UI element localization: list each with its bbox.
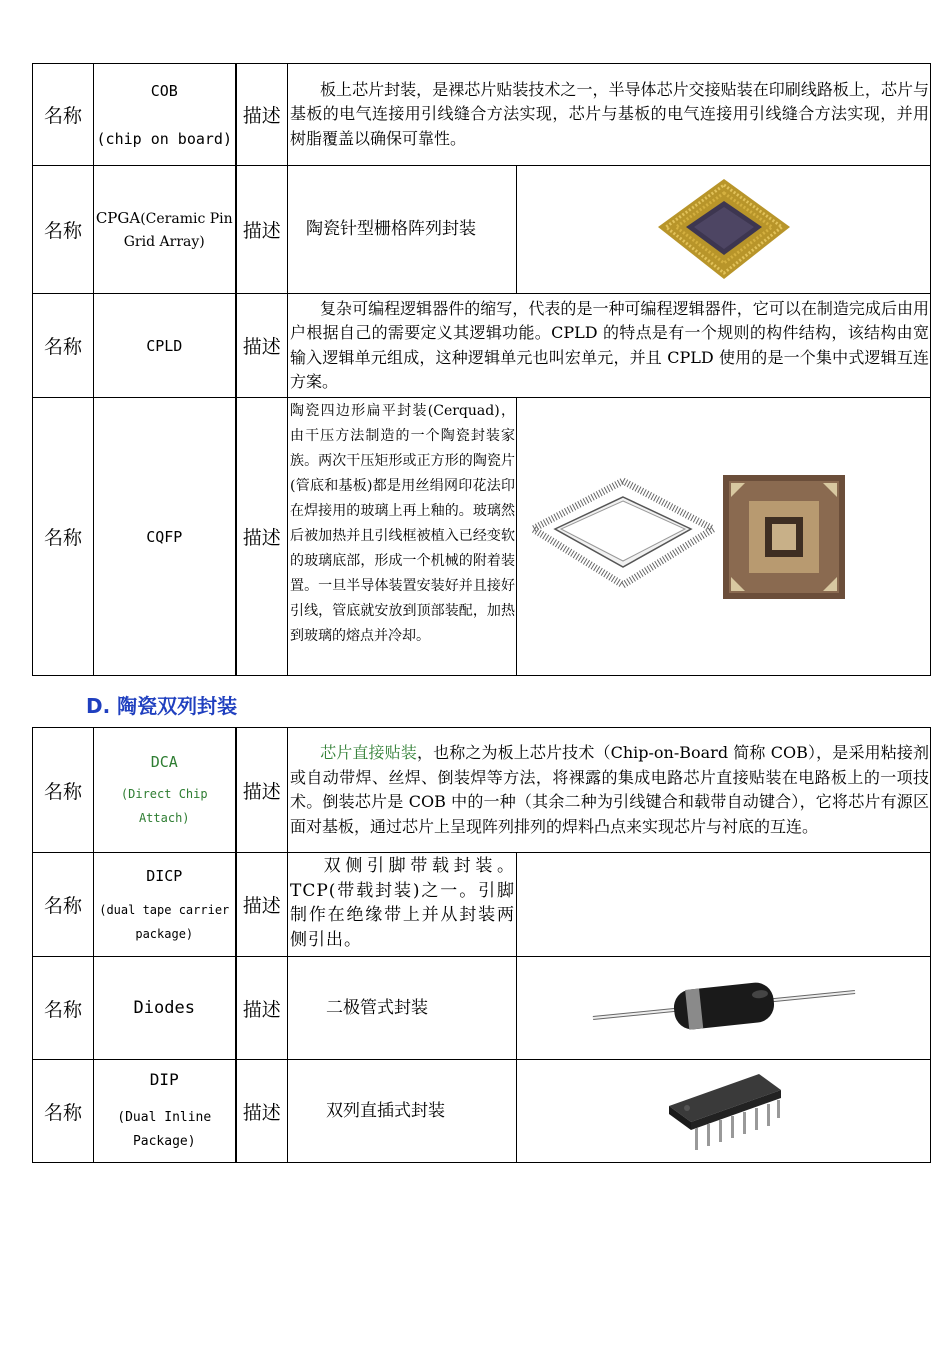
description-text: ，也称之为板上芯片技术（Chip-on-Board 简称 COB），是采用粘接剂或自动带焊、丝焊、倒装焊等方法，将裸露的集成电路芯片直接贴装在电路板上的一项技术。倒装芯片是 COB 中的一种（其余二种为引线键合和载带自动键合），它将芯片有源区面对基板，通过芯片上呈现阵列排列的焊料凸点来实现芯片与衬底的互连。 xyxy=(290,743,930,836)
package-fullname: (Dual Inline Package) xyxy=(117,1110,212,1149)
cqfp-ceramic-package-icon xyxy=(723,475,845,599)
desc-label: 描述 xyxy=(236,166,288,294)
package-description xyxy=(288,64,931,166)
package-name: CQFP xyxy=(146,527,183,546)
package-description: 双列直插式封装 xyxy=(288,1060,517,1163)
diode-image xyxy=(517,957,931,1060)
package-name: COB xyxy=(150,81,178,100)
package-name-cell xyxy=(94,64,236,166)
name-label: 名称 xyxy=(33,1060,94,1163)
package-description xyxy=(288,853,517,957)
package-name: Diodes xyxy=(133,998,195,1018)
cqfp-package-images xyxy=(517,398,931,676)
dca-link[interactable]: 芯片直接贴装 xyxy=(320,743,417,762)
dip-chip-image xyxy=(517,1060,931,1163)
cqfp-flat-package-icon xyxy=(533,481,713,585)
package-description: 陶瓷针型栅格阵列封装 xyxy=(288,166,517,294)
package-fullname: (Ceramic Pin Grid Array) xyxy=(123,210,233,250)
package-description: 陶瓷四边形扁平封装(Cerquad)，由干压方法制造的一个陶瓷封装家族。两次干压矩形或正方形的陶瓷片(管底和基板)都是用丝绢网印花法印在焊接用的玻璃上再上釉的。玻璃然后被加热并且引线框被植入已经变软的玻璃底部，形成一个机械的附着装置。一旦半导体装置安装好并且接好引线，管底就安放到顶部装配，加热到玻璃的熔点并冷却。 xyxy=(288,398,517,676)
package-name-cell xyxy=(94,294,236,398)
table-row xyxy=(33,728,931,853)
package-name-cell xyxy=(94,853,236,957)
desc-label: 描述 xyxy=(236,728,288,853)
package-table-2 xyxy=(32,727,931,1163)
name-label: 名称 xyxy=(33,398,94,676)
table-row xyxy=(33,957,931,1060)
package-name-cell xyxy=(94,1060,236,1163)
table-row xyxy=(33,166,931,294)
desc-label: 描述 xyxy=(236,64,288,166)
package-name: CPLD xyxy=(146,336,183,355)
package-fullname: (Direct Chip Attach) xyxy=(120,787,208,825)
table-row xyxy=(33,398,931,676)
package-name: CPGA xyxy=(95,208,141,227)
desc-label: 描述 xyxy=(236,1060,288,1163)
name-label: 名称 xyxy=(33,64,94,166)
package-name-cell xyxy=(94,166,236,294)
desc-label: 描述 xyxy=(236,398,288,676)
table-row xyxy=(33,1060,931,1163)
desc-label: 描述 xyxy=(236,294,288,398)
empty-image-cell xyxy=(517,853,931,957)
package-name: DCA xyxy=(150,753,178,771)
package-name: DICP xyxy=(146,866,183,885)
package-name: DIP xyxy=(149,1070,179,1089)
description-text: 板上芯片封装，是裸芯片贴装技术之一，半导体芯片交接贴装在印刷线路板上，芯片与基板的电气连接用引线缝合方法实现，芯片与基板的电气连接用引线缝合方法实现，并用树脂覆盖以确保可靠性。 xyxy=(290,79,930,148)
cpga-chip-image xyxy=(517,166,931,294)
package-name-cell xyxy=(94,957,236,1060)
description-text: 复杂可编程逻辑器件的缩写，代表的是一种可编程逻辑器件，它可以在制造完成后由用户根据自己的需要定义其逻辑功能。CPLD 的特点是有一个规则的构件结构，该结构由宽输入逻辑单元组成，这种逻辑单元也叫宏单元，并且 CPLD 使用的是一个集中式逻辑互连方案。 xyxy=(290,298,930,391)
desc-label: 描述 xyxy=(236,957,288,1060)
package-name-cell xyxy=(94,398,236,676)
name-label: 名称 xyxy=(33,166,94,294)
desc-label: 描述 xyxy=(236,853,288,957)
package-name-cell xyxy=(94,728,236,853)
package-fullname: (dual tape carrier package) xyxy=(99,902,230,941)
name-label: 名称 xyxy=(33,853,94,957)
description-text: 双侧引脚带载封装。TCP(带载封装)之一。引脚制作在绝缘带上并从封装两侧引出。 xyxy=(290,856,515,950)
table-row xyxy=(33,64,931,166)
section-heading: D. 陶瓷双列封装 xyxy=(86,694,238,718)
package-description xyxy=(288,294,931,398)
name-label: 名称 xyxy=(33,294,94,398)
package-description: 二极管式封装 xyxy=(288,957,517,1060)
name-label: 名称 xyxy=(33,728,94,853)
package-table-1 xyxy=(32,63,931,676)
package-description xyxy=(288,728,931,853)
name-label: 名称 xyxy=(33,957,94,1060)
table-row xyxy=(33,853,931,957)
table-row xyxy=(33,294,931,398)
package-fullname: (chip on board) xyxy=(96,129,232,148)
